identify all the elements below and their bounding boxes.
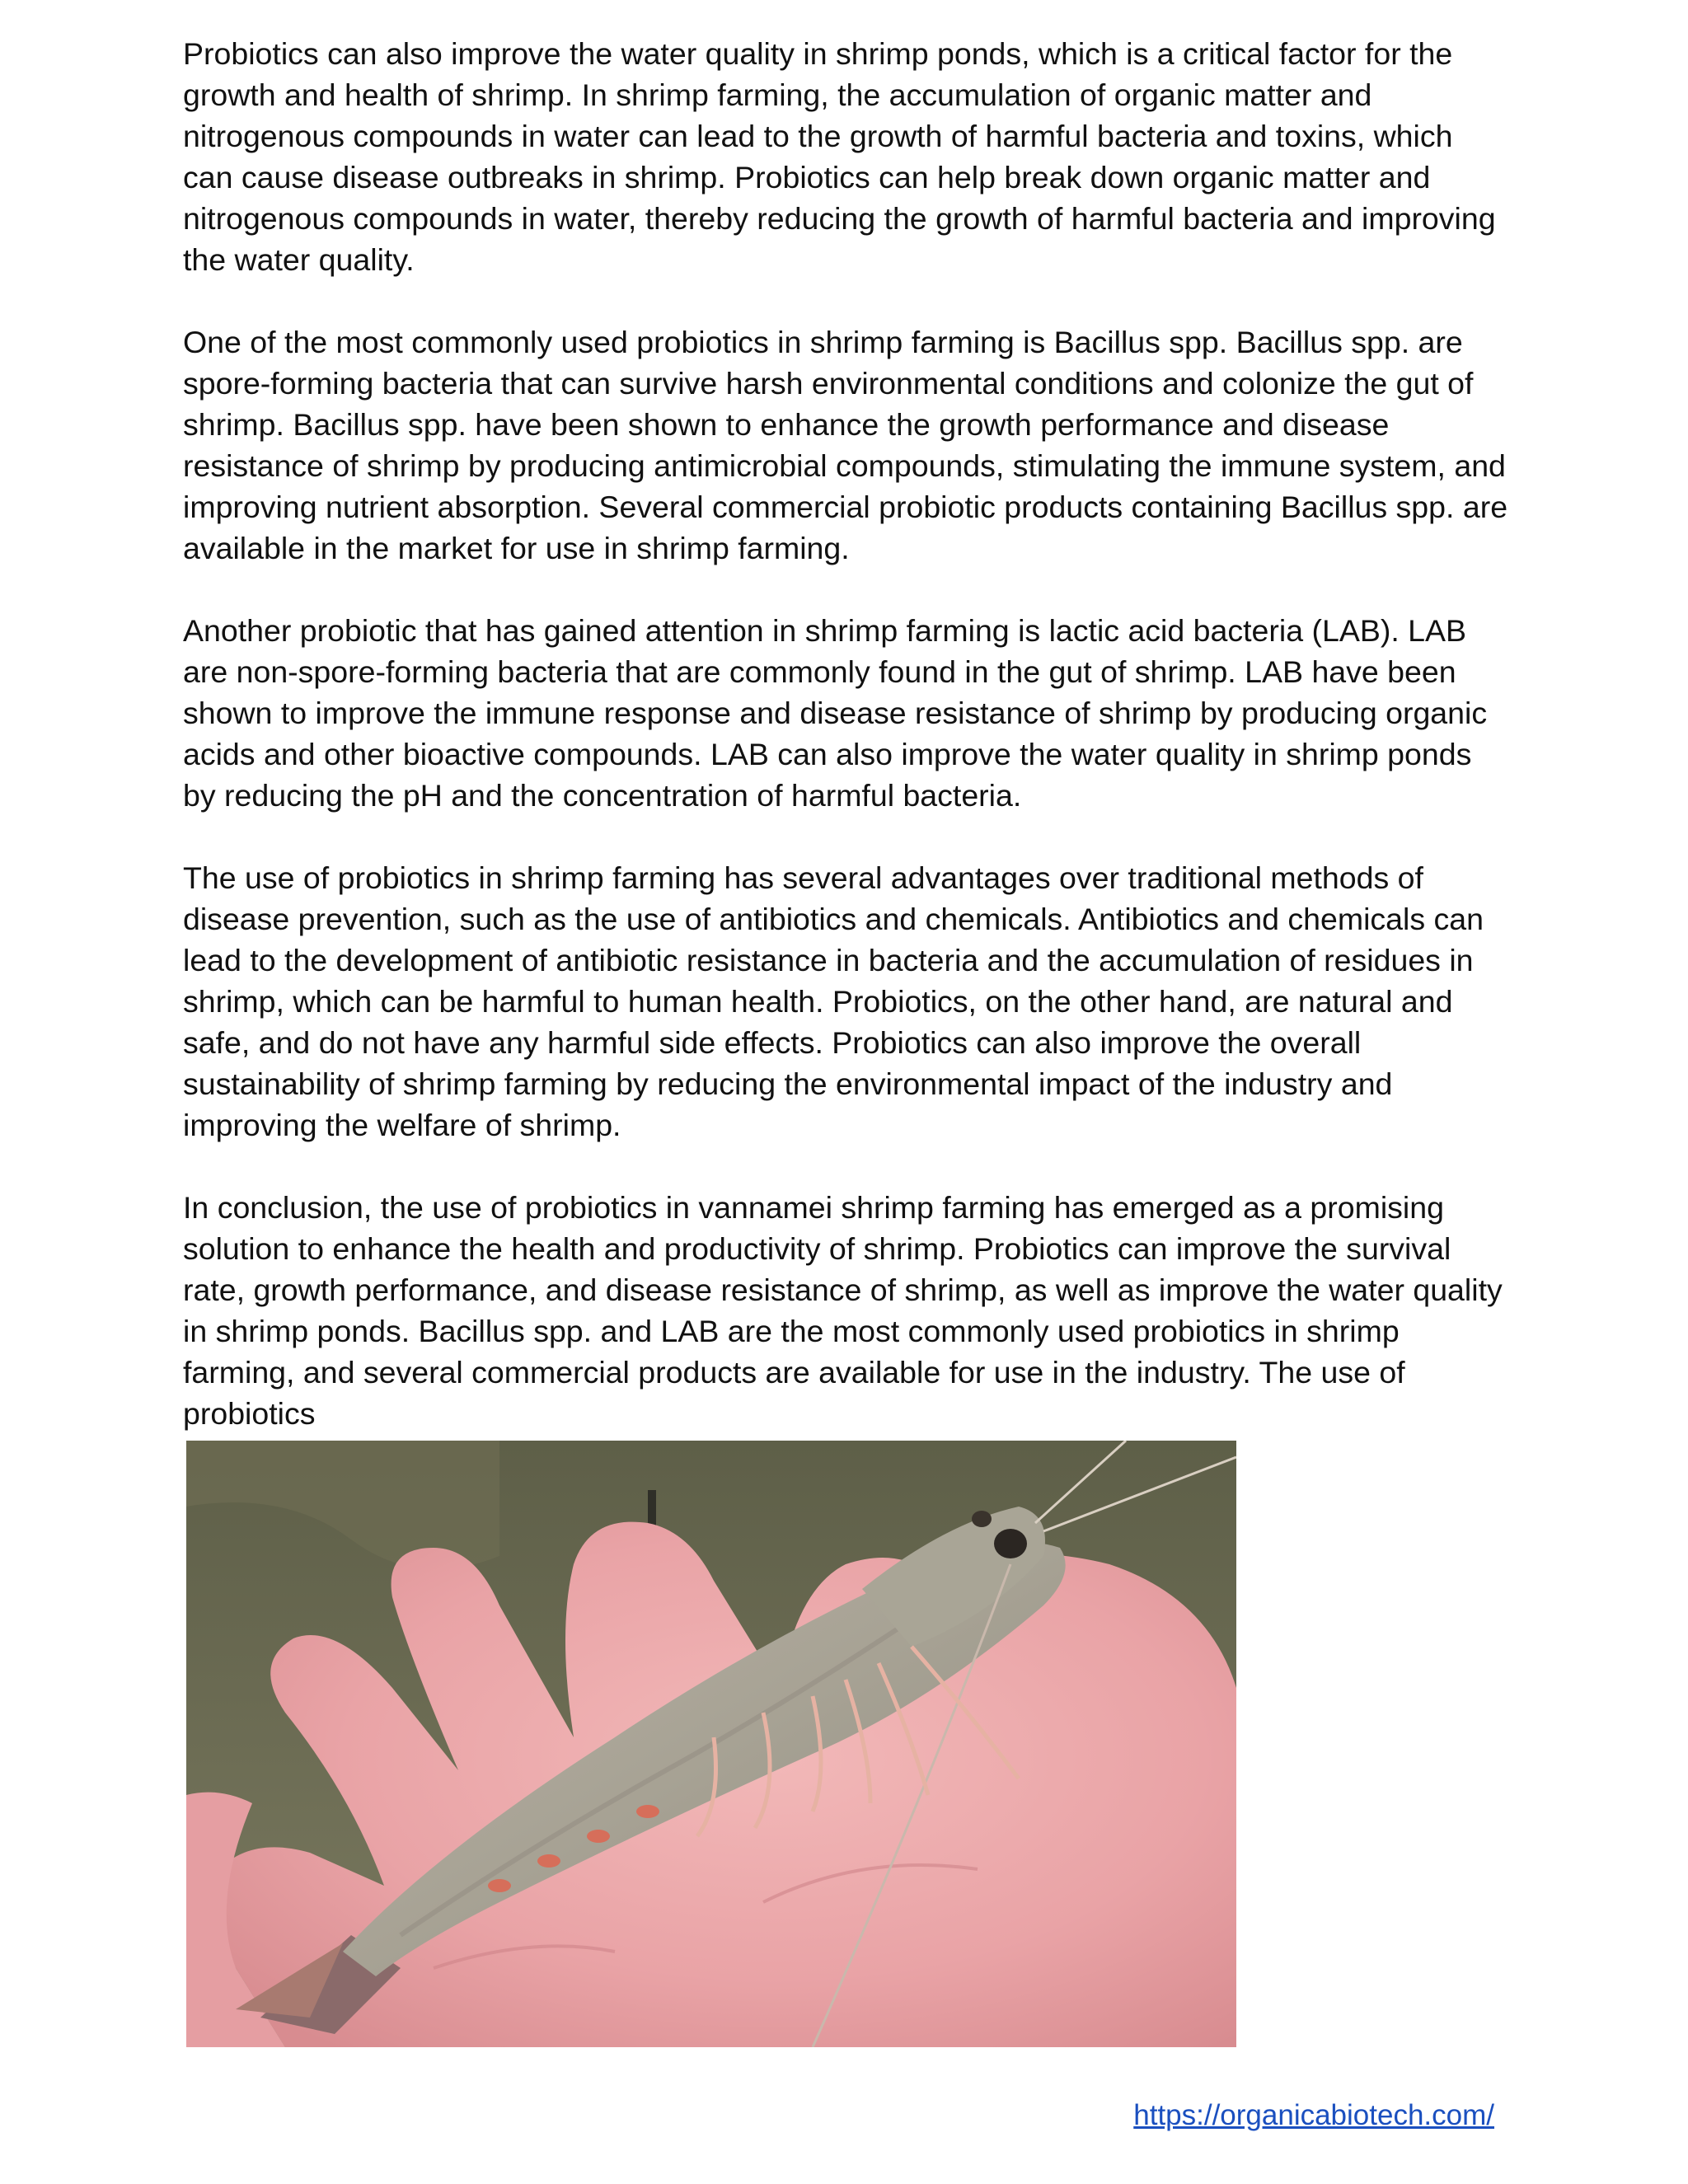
paragraph-lab: Another probiotic that has gained attention in shrimp farming is lactic acid bacteria (LAB). LAB are non-spore-forming bacteria that are commonly found in the gut of shrimp. LAB have been shown to improve the immune response and disease resistance of shrimp by producing organic acids and other bioactive compounds. LAB can also improve the water quality in shrimp ponds by reducing the pH and the concentration of harmful bacteria. <box>183 613 1488 813</box>
article-body <box>183 33 1510 1434</box>
shrimp-photo <box>186 1441 1236 2047</box>
website-link[interactable]: https://organicabiotech.com/ <box>1133 2099 1494 2131</box>
shrimp-in-hand-image <box>186 1441 1236 2047</box>
paragraph-water-quality: Probiotics can also improve the water quality in shrimp ponds, which is a critical factor for the growth and health of shrimp. In shrimp farming, the accumulation of organic matter and nitrogenous compounds in water can lead to the growth of harmful bacteria and toxins, which can cause disease outbreaks in shrimp. Probiotics can help break down organic matter and nitrogenous compounds in water, thereby reducing the growth of harmful bacteria and improving the water quality. <box>183 36 1496 277</box>
paragraph-advantages: The use of probiotics in shrimp farming has several advantages over traditional methods of disease prevention, such as the use of antibiotics and chemicals. Antibiotics and chemicals can lead to the development of antibiotic resistance in bacteria and the accumulation of residues in shrimp, which can be harmful to human health. Probiotics, on the other hand, are natural and safe, and do not have any harmful side effects. Probiotics can also improve the overall sustainability of shrimp farming by reducing the environmental impact of the industry and improving the welfare of shrimp. <box>183 860 1484 1142</box>
paragraph-bacillus: One of the most commonly used probiotics in shrimp farming is Bacillus spp. Bacillus spp. are spore-forming bacteria that can survive harsh environmental conditions and colonize the gut of shrimp. Bacillus spp. have been shown to enhance the growth performance and disease resistance of shrimp by producing antimicrobial compounds, stimulating the immune system, and improving nutrient absorption. Several commercial probiotic products containing Bacillus spp. are available in the market for use in shrimp farming. <box>183 325 1508 565</box>
paragraph-conclusion: In conclusion, the use of probiotics in vannamei shrimp farming has emerged as a promising solution to enhance the health and productivity of shrimp. Probiotics can improve the survival rate, growth performance, and disease resistance of shrimp, as well as improve the water quality in shrimp ponds. Bacillus spp. and LAB are the most commonly used probiotics in shrimp farming, and several commercial products are available for use in the industry. The use of probiotics <box>183 1190 1503 1431</box>
